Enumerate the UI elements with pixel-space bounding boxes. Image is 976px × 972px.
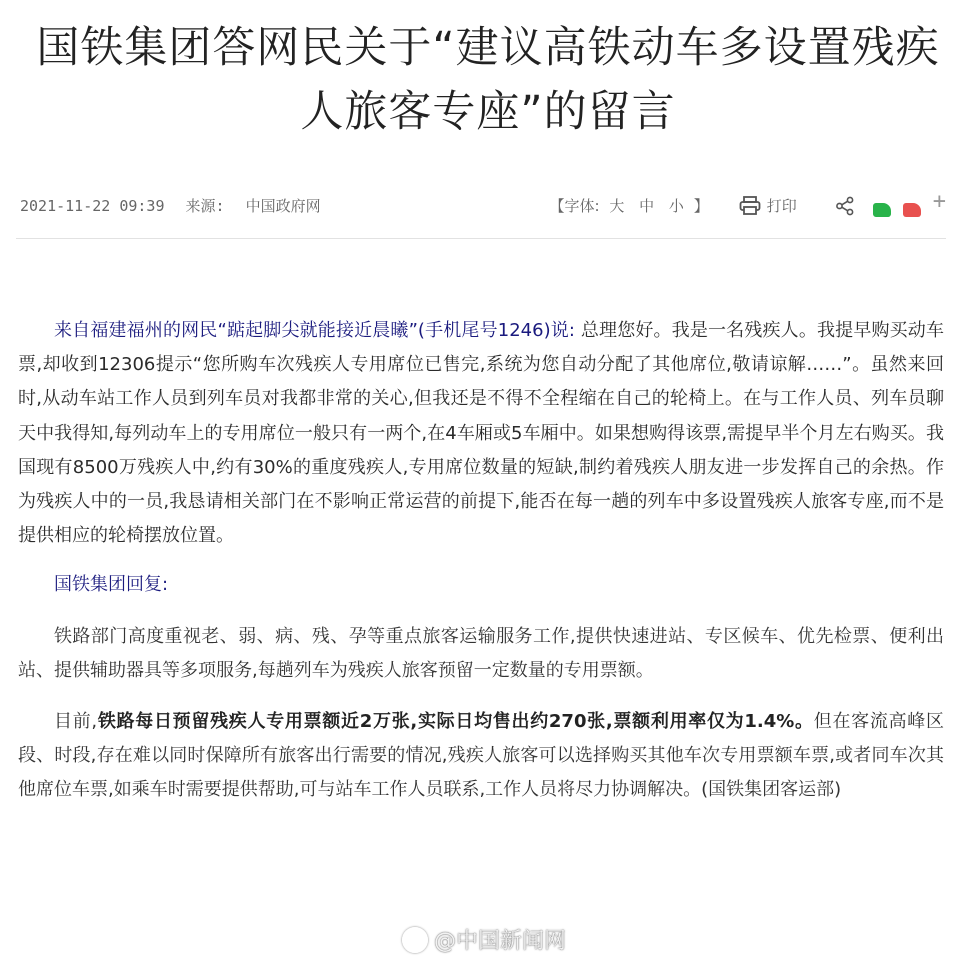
source-name: 中国政府网 [245, 197, 321, 215]
meta-divider [16, 238, 946, 239]
statistics-highlight: 铁路每日预留残疾人专用票额近2万张,实际日均售出约270张,票额利用率仅为1.4%。 [97, 711, 814, 733]
article-toolbar [549, 189, 946, 220]
meta-info [20, 192, 333, 220]
article-title: 国铁集团答网民关于“建议高铁动车多设置残疾人旅客专座”的留言 [36, 23, 940, 137]
printer-icon [739, 196, 761, 216]
article-meta [20, 189, 946, 220]
font-medium-button[interactable]: 中 [639, 197, 655, 215]
statistics-lead: 目前, [54, 711, 98, 733]
reply-heading: 国铁集团回复: [54, 574, 169, 596]
font-size-control [549, 192, 708, 220]
publish-date: 2021-11-22 09:39 [20, 197, 165, 215]
message-text: 总理您好。我是一名残疾人。我提早购买动车票,却收到12306提示“您所购车次残疾人专用席位已售完,系统为您自动分配了其他席位,敬请谅解……”。虽然来回时,从动车站工作人员到列车员对我都非常的关心,但我还是不得不全程缩在自己的轮椅上。在与工作人员、列车员聊天中我得知,每列动车上的专用席位一般只有一两个,在4车厢或5车厢中。如果想购得该票,需提早半个月左右购买。我国现有8500万残疾人中,约有30%的重度残疾人,专用席位数量的短缺,制约着残疾人朋友进一步发挥自己的余热。作为残疾人中的一员,我恳请相关部门在不影响正常运营的前提下,能否在每一趟的列车中多设置残疾人旅客专座,而不是提供相应的轮椅摆放位置。 [18, 320, 944, 547]
statistics-text: 但在客流高峰区段、时段,存在难以同时保障所有旅客出行需要的情况,残疾人旅客可以选择购买其他车次专用票额车票,或者同车次其他席位车票,如乘车时需要提供帮助,可与站车工作人员联系,工作人员将尽力协调解决。(国铁集团客运部) [18, 711, 944, 801]
article-body [18, 314, 944, 808]
weibo-logo-icon [402, 927, 428, 953]
print-label: 打印 [766, 197, 797, 215]
source-label: 来源: [185, 197, 225, 215]
message-source: 来自福建福州的网民“踮起脚尖就能接近晨曦”(手机尾号1246)说: [54, 320, 575, 341]
more-share-icon[interactable]: + [932, 189, 946, 214]
font-large-button[interactable]: 大 [609, 197, 625, 215]
font-small-button[interactable]: 小 [668, 197, 684, 215]
share-icon[interactable] [835, 196, 855, 216]
watermark-text: @中国新闻网 [434, 929, 567, 954]
wechat-icon[interactable] [873, 203, 891, 217]
netizen-message [18, 314, 944, 553]
reply-paragraph: 铁路部门高度重视老、弱、病、残、孕等重点旅客运输服务工作,提供快速进站、专区候车、优先检票、便利出站、提供辅助器具等多项服务,每趟列车为残疾人旅客预留一定数量的专用票额。 [18, 625, 944, 681]
weibo-icon[interactable] [903, 203, 921, 217]
font-bracket-open: 【字体: [549, 197, 600, 215]
watermark [402, 924, 566, 955]
font-bracket-close: 】 [693, 197, 709, 215]
statistics-paragraph [18, 705, 944, 808]
print-button[interactable] [739, 192, 797, 220]
